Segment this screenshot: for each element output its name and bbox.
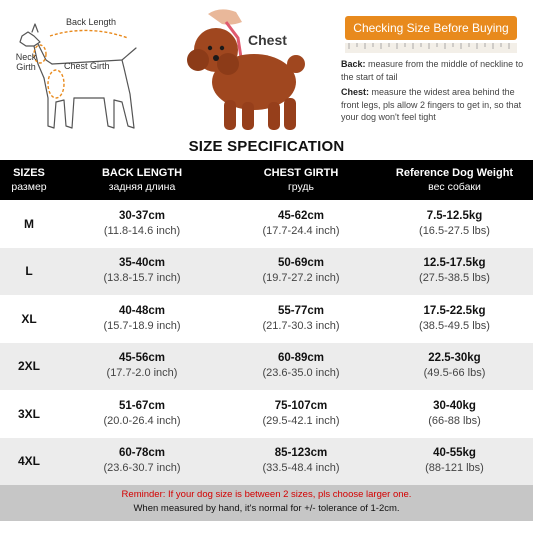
weight-cell (376, 343, 533, 391)
size-cell (0, 295, 58, 343)
back-length-inch: (17.7-2.0 inch) (106, 367, 178, 380)
weight-cell (376, 200, 533, 248)
back-length-cm: 60-78cm (118, 447, 166, 460)
back-length-cell (58, 438, 226, 486)
weight-lbs: (49.5-66 lbs) (423, 367, 486, 380)
header-back-length-ru: задняя длина (108, 181, 176, 193)
back-length-cell (58, 200, 226, 248)
back-guide-text: measure from the middle of neckline to the start of tail (341, 59, 524, 82)
header-chest-girth (226, 160, 376, 200)
chest-girth-cm: 50-69cm (277, 257, 325, 270)
back-length-cm: 45-56cm (118, 352, 166, 365)
weight-kg: 30-40kg (433, 399, 476, 412)
chest-girth-cell (226, 343, 376, 391)
size-label: 4XL (17, 454, 40, 469)
chest-girth-inch: (23.6-35.0 inch) (262, 367, 340, 380)
table-row (0, 295, 533, 343)
weight-lbs: (27.5-38.5 lbs) (419, 272, 490, 285)
chest-girth-cell (226, 248, 376, 296)
header-back-length-en: BACK LENGTH (101, 167, 183, 179)
measurement-illustration (0, 0, 533, 140)
back-length-inch: (20.0-26.4 inch) (103, 414, 181, 427)
chest-girth-cm: 85-123cm (274, 447, 328, 460)
size-cell (0, 200, 58, 248)
header-dog-weight-en: Reference Dog Weight (395, 167, 514, 179)
size-reminder: Reminder: If your dog size is between 2 sizes, pls choose larger one. (121, 489, 412, 500)
weight-kg: 12.5-17.5kg (423, 257, 486, 270)
size-label: XL (21, 311, 37, 326)
header-sizes-ru: размер (11, 181, 47, 193)
weight-cell (376, 438, 533, 486)
page-title: SIZE SPECIFICATION (188, 138, 345, 155)
measuring-guide (341, 58, 531, 127)
back-length-inch: (11.8-14.6 inch) (103, 224, 181, 237)
back-length-cell (58, 295, 226, 343)
size-label: 3XL (17, 406, 40, 421)
table-row (0, 438, 533, 486)
footer-notes (0, 485, 533, 521)
ruler-icon (345, 40, 517, 50)
table-row (0, 343, 533, 391)
chest-girth-inch: (19.7-27.2 inch) (262, 272, 340, 285)
chest-girth-figure-label: Chest Girth (64, 61, 110, 71)
size-table (0, 160, 533, 485)
chest-girth-inch: (21.7-30.3 inch) (262, 319, 340, 332)
dog-chest-photo (168, 4, 328, 136)
weight-lbs: (66-88 lbs) (428, 414, 481, 427)
size-cell (0, 438, 58, 486)
size-cell (0, 343, 58, 391)
neck-girth-label: Neck Girth (15, 52, 37, 72)
weight-kg: 40-55kg (433, 447, 476, 460)
chest-guide-term: Chest: (341, 87, 370, 97)
weight-kg: 17.5-22.5kg (423, 304, 486, 317)
chest-girth-cell (226, 200, 376, 248)
back-length-cell (58, 390, 226, 438)
chest-girth-cell (226, 295, 376, 343)
weight-cell (376, 248, 533, 296)
size-label: L (25, 264, 33, 279)
back-length-inch: (15.7-18.9 inch) (103, 319, 181, 332)
back-length-cm: 35-40cm (118, 257, 166, 270)
header-dog-weight (376, 160, 533, 200)
header-sizes-en: SIZES (13, 167, 45, 179)
chest-guide (341, 86, 531, 124)
header-chest-girth-ru: грудь (287, 181, 315, 193)
back-guide-term: Back: (341, 59, 366, 69)
back-length-cm: 40-48cm (118, 304, 166, 317)
chest-girth-cm: 60-89cm (277, 352, 325, 365)
header-sizes (0, 160, 58, 200)
table-header (0, 160, 533, 200)
size-cell (0, 248, 58, 296)
size-cell (0, 390, 58, 438)
header-back-length (58, 160, 226, 200)
checking-size-banner: Checking Size Before Buying (345, 16, 517, 40)
weight-cell (376, 295, 533, 343)
size-label: 2XL (17, 359, 40, 374)
back-guide (341, 58, 531, 83)
chest-photo-label: Chest (248, 32, 287, 48)
weight-kg: 22.5-30kg (428, 352, 481, 365)
weight-lbs: (38.5-49.5 lbs) (419, 319, 490, 332)
back-length-inch: (23.6-30.7 inch) (103, 462, 181, 475)
chest-girth-cm: 75-107cm (274, 399, 328, 412)
back-length-label: Back Length (66, 17, 117, 27)
header-chest-girth-en: CHEST GIRTH (263, 167, 339, 179)
back-length-cell (58, 248, 226, 296)
weight-lbs: (16.5-27.5 lbs) (419, 224, 490, 237)
back-length-inch: (13.8-15.7 inch) (103, 272, 181, 285)
table-row (0, 200, 533, 248)
table-row (0, 390, 533, 438)
chest-girth-cell (226, 438, 376, 486)
tolerance-note: When measured by hand, it's normal for +/- tolerance of 1-2cm. (133, 503, 400, 514)
chest-girth-inch: (17.7-24.4 inch) (262, 224, 340, 237)
chest-girth-inch: (33.5-48.4 inch) (262, 462, 340, 475)
size-label: M (24, 216, 34, 231)
chest-guide-text: measure the widest area behind the front legs, pls allow 2 fingers to get in, so that your dog won't feel tight (341, 87, 522, 122)
header-dog-weight-ru: вес собаки (428, 181, 481, 193)
back-length-cell (58, 343, 226, 391)
back-length-cm: 30-37cm (118, 209, 166, 222)
poodle-with-tape-icon (168, 4, 328, 136)
chest-girth-inch: (29.5-42.1 inch) (262, 414, 340, 427)
table-row (0, 248, 533, 296)
chest-girth-cm: 45-62cm (277, 209, 325, 222)
weight-cell (376, 390, 533, 438)
chest-girth-cell (226, 390, 376, 438)
chest-girth-cm: 55-77cm (277, 304, 325, 317)
weight-lbs: (88-121 lbs) (425, 462, 484, 475)
back-length-cm: 51-67cm (118, 399, 166, 412)
weight-kg: 7.5-12.5kg (426, 209, 483, 222)
